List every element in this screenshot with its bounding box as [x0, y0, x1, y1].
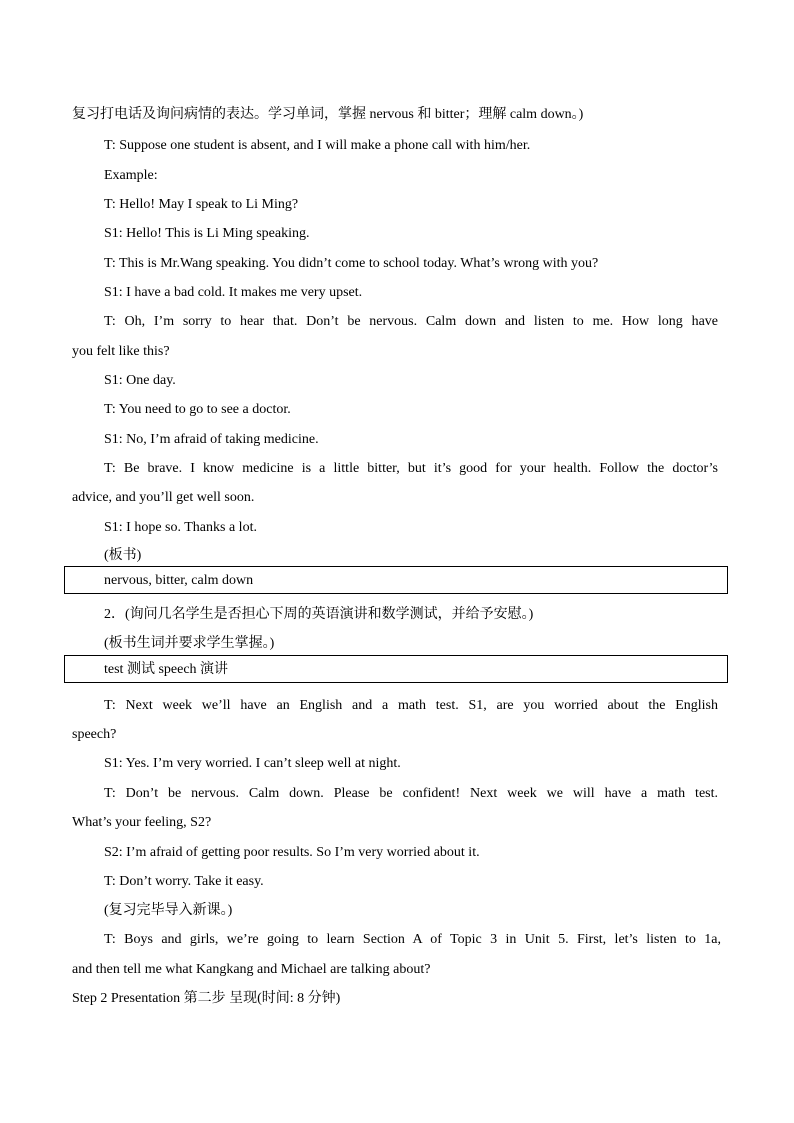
teacher-line: T: Hello! May I speak to Li Ming? [104, 197, 299, 212]
teacher-line: T: Boys and girls, we’re going to learn Section A of Topic 3 in Unit 5. First, let’s listen to 1a, [104, 932, 721, 947]
teacher-line: T: Oh, I’m sorry to hear that. Don’t be nervous. Calm down and listen to me. How long have [104, 314, 718, 329]
student-line: S1: One day. [104, 373, 176, 388]
blackboard-words: nervous, bitter, calm down [104, 573, 254, 588]
blackboard-note: (板书生词并要求学生掌握。) [104, 636, 275, 651]
intro-note: 复习打电话及询问病情的表达。学习单词，掌握 nervous 和 bitter；理解 calm down。) [72, 107, 584, 122]
teacher-line: T: You need to go to see a doctor. [104, 402, 291, 417]
teacher-line-continued: What’s your feeling, S2? [72, 815, 212, 830]
step-item-2: 2．(询问几名学生是否担心下周的英语演讲和数学测试，并给予安慰。) [104, 607, 534, 622]
teacher-line: T: Next week we’ll have an English and a math test. S1, are you worried about the English [104, 698, 718, 713]
teacher-line-continued: and then tell me what Kangkang and Michael are talking about? [72, 962, 431, 977]
student-line: S2: I’m afraid of getting poor results. So I’m very worried about it. [104, 845, 480, 860]
blackboard-box [64, 566, 728, 594]
student-line: S1: I have a bad cold. It makes me very upset. [104, 285, 363, 300]
blackboard-note: (板书) [104, 548, 142, 563]
step-heading: Step 2 Presentation 第二步 呈现(时间: 8 分钟) [72, 991, 341, 1006]
student-line: S1: No, I’m afraid of taking medicine. [104, 432, 319, 447]
student-line: S1: Yes. I’m very worried. I can’t sleep well at night. [104, 756, 401, 771]
teacher-line: T: Don’t worry. Take it easy. [104, 874, 264, 889]
student-line: S1: Hello! This is Li Ming speaking. [104, 226, 310, 241]
teacher-line: T: This is Mr.Wang speaking. You didn’t come to school today. What’s wrong with you? [104, 256, 599, 271]
example-label: Example: [104, 168, 158, 183]
blackboard-box [64, 655, 728, 683]
teacher-line: T: Suppose one student is absent, and I will make a phone call with him/her. [104, 138, 531, 153]
student-line: S1: I hope so. Thanks a lot. [104, 520, 257, 535]
teacher-line-continued: you felt like this? [72, 344, 170, 359]
teacher-line-continued: speech? [72, 727, 117, 742]
blackboard-words: test 测试 speech 演讲 [104, 662, 229, 677]
stage-note: (复习完毕导入新课。) [104, 903, 233, 918]
teacher-line-continued: advice, and you’ll get well soon. [72, 490, 255, 505]
teacher-line: T: Don’t be nervous. Calm down. Please be confident! Next week we will have a math test. [104, 786, 718, 801]
teacher-line: T: Be brave. I know medicine is a little bitter, but it’s good for your health. Follow the doctor’s [104, 461, 718, 476]
